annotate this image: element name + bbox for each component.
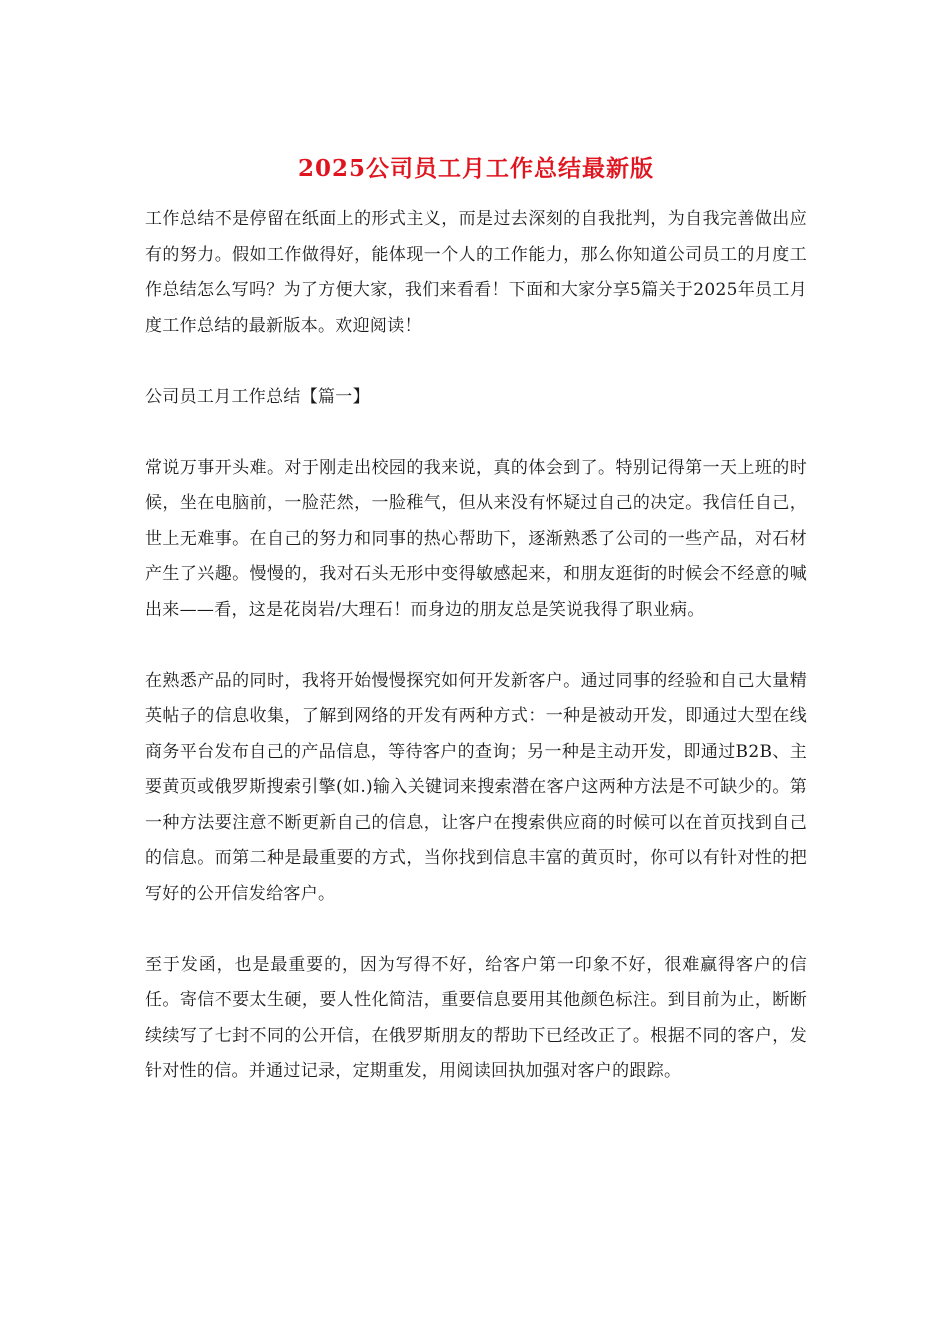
body-paragraph: 常说万事开头难。对于刚走出校园的我来说，真的体会到了。特别记得第一天上班的时候，坐在电脑前，一脸茫然，一脸稚气，但从来没有怀疑过自己的决定。我信任自己，世上无难事。在自己的努力和同事的热心帮助下，逐渐熟悉了公司的一些产品，对石材产生了兴趣。慢慢的，我对石头无形中变得敏感起来，和朋友逛街的时候会不经意的喊出来——看，这是花岗岩/大理石！而身边的朋友总是笑说我得了职业病。: [145, 457, 807, 620]
paragraph-spacer: [145, 344, 807, 380]
paragraph-spacer: [145, 912, 807, 948]
document-body: [145, 152, 807, 1090]
paragraph-spacer: [145, 628, 807, 664]
body-paragraph: 在熟悉产品的同时，我将开始慢慢探究如何开发新客户。通过同事的经验和自己大量精英帖子的信息收集，了解到网络的开发有两种方式：一种是被动开发，即通过大型在线商务平台发布自己的产品信息，等待客户的查询；另一种是主动开发，即通过B2B、主要黄页或俄罗斯搜索引擎(如.)输入关键词来搜索潜在客户这两种方法是不可缺少的。第一种方法要注意不断更新自己的信息，让客户在搜索供应商的时候可以在首页找到自己的信息。而第二种是最重要的方式，当你找到信息丰富的黄页时，你可以有针对性的把写好的公开信发给客户。: [145, 670, 807, 904]
body-paragraph: 至于发函，也是最重要的，因为写得不好，给客户第一印象不好，很难赢得客户的信任。寄信不要太生硬，要人性化简洁，重要信息要用其他颜色标注。到目前为止，断断续续写了七封不同的公开信，在俄罗斯朋友的帮助下已经改正了。根据不同的客户，发针对性的信。并通过记录，定期重发，用阅读回执加强对客户的跟踪。: [145, 954, 807, 1081]
document-title: 2025公司员工月工作总结最新版: [297, 155, 654, 182]
paragraph-spacer: [145, 415, 807, 451]
section-heading: 公司员工月工作总结【篇一】: [145, 386, 370, 407]
intro-paragraph: 工作总结不是停留在纸面上的形式主义，而是过去深刻的自我批判，为自我完善做出应有的努力。假如工作做得好，能体现一个人的工作能力，那么你知道公司员工的月度工作总结怎么写吗？为了方便大家，我们来看看！下面和大家分享5篇关于2025年员工月度工作总结的最新版本。欢迎阅读！: [145, 209, 807, 336]
